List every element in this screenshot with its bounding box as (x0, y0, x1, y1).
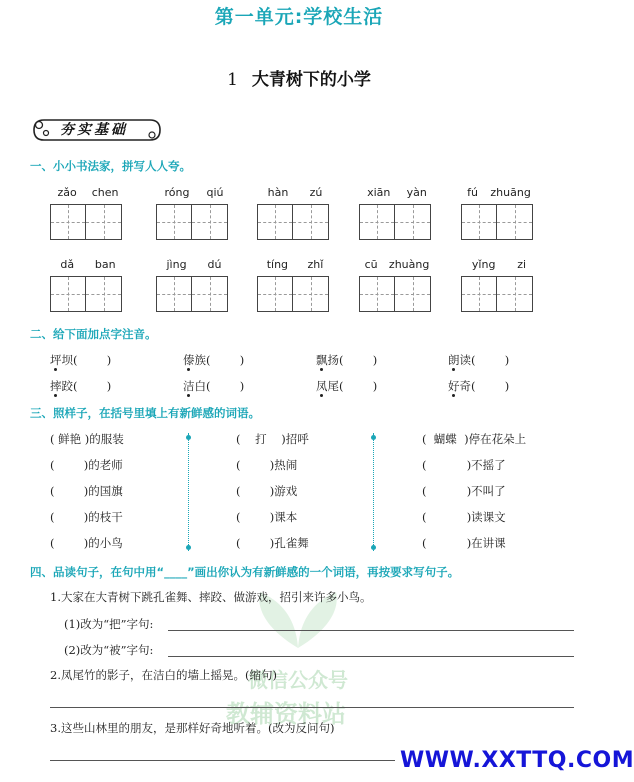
character: 族 (194, 353, 206, 367)
writing-boxes (359, 204, 435, 240)
character-box[interactable] (86, 204, 122, 240)
answer-line-1b[interactable] (168, 656, 574, 657)
answer-parentheses: ( ) (471, 353, 510, 367)
answer-parentheses: ( ) (206, 379, 245, 393)
phrase-blank[interactable]: ( )孔雀舞 (236, 536, 309, 550)
writing-boxes (156, 204, 232, 240)
character-box[interactable] (192, 204, 228, 240)
phrase-blank[interactable]: ( )的小鸟 (50, 536, 123, 550)
phrase-blank[interactable]: ( )的枝干 (50, 510, 123, 524)
dotted-character: 坪 (50, 353, 62, 367)
pinyin-syllable: fú (467, 186, 479, 199)
phrase-blank[interactable]: ( )课本 (236, 510, 298, 524)
pinyin-row (156, 258, 232, 274)
question-1b-label: (2)改为“被”字句: (64, 643, 154, 657)
writing-boxes (50, 276, 126, 312)
question-1a-label: (1)改为“把”字句: (64, 617, 154, 631)
character: 扬 (327, 353, 339, 367)
character-box[interactable] (50, 276, 86, 312)
section-1-title: 一、小小书法家，拼写人人夸。 (30, 159, 191, 173)
character-box[interactable] (359, 276, 395, 312)
site-watermark: WWW.XXTTQ.COM (400, 748, 634, 773)
pinyin-group (359, 258, 435, 312)
watermark-text-2: 教辅资料站 (226, 700, 346, 728)
column-divider (188, 433, 189, 551)
pinyin-syllable: xiān (367, 186, 391, 199)
character-box[interactable] (395, 276, 431, 312)
watermark-text-1: 微信公众号 (248, 668, 348, 692)
answer-parentheses: ( ) (206, 353, 245, 367)
answer-parentheses: ( ) (73, 379, 112, 393)
question-1: 1.大家在大青树下跳孔雀舞、摔跤、做游戏，招引来许多小鸟。 (50, 590, 372, 604)
phrase-blank[interactable]: ( )游戏 (236, 484, 298, 498)
pinyin-group (257, 258, 333, 312)
phonetic-item[interactable] (183, 378, 244, 394)
section-badge (32, 116, 162, 142)
phonetic-item[interactable] (183, 352, 244, 368)
phrase-blank[interactable]: ( )不叫了 (422, 484, 506, 498)
answer-line-3[interactable] (50, 760, 395, 761)
section-2-title: 二、给下面加点字注音。 (30, 327, 157, 341)
phonetic-item[interactable] (50, 378, 111, 394)
pinyin-syllable: róng (164, 186, 190, 199)
character-box[interactable] (86, 276, 122, 312)
writing-boxes (257, 204, 333, 240)
pinyin-syllable: zi (517, 258, 527, 271)
pinyin-group (156, 258, 232, 312)
pinyin-syllable: qiú (206, 186, 224, 199)
lesson-title-text: 大青树下的小学 (251, 70, 371, 90)
answer-line-1a[interactable] (168, 630, 574, 631)
section-4-title-pre: 四、品读句子，在句中用“ (30, 565, 165, 579)
pinyin-syllable: zhuàng (388, 258, 430, 271)
pinyin-syllable: hàn (267, 186, 289, 199)
pinyin-syllable: dú (207, 258, 222, 271)
character-box[interactable] (461, 276, 497, 312)
pinyin-row (461, 186, 537, 202)
answer-parentheses: ( ) (339, 353, 378, 367)
pinyin-syllable: chen (91, 186, 119, 199)
character-box[interactable] (156, 276, 192, 312)
pinyin-syllable: ban (94, 258, 116, 271)
answer-parentheses: ( ) (471, 379, 510, 393)
phonetic-item[interactable] (316, 352, 377, 368)
answer-line-2[interactable] (50, 707, 574, 708)
character: 白 (194, 379, 206, 393)
writing-boxes (257, 276, 333, 312)
phrase-blank[interactable]: ( )在讲课 (422, 536, 506, 550)
dotted-character: 摔 (50, 379, 62, 393)
unit-title: 第一单元:学校生活 (214, 6, 384, 28)
pinyin-group (257, 186, 333, 240)
pinyin-row (156, 186, 232, 202)
answer-parentheses: ( ) (73, 353, 112, 367)
character-box[interactable] (497, 276, 533, 312)
dotted-character: 朗 (448, 353, 460, 367)
phrase-blank[interactable]: ( )不摇了 (422, 458, 506, 472)
badge-label: 夯实基础 (60, 122, 128, 138)
question-3: 3.这些山林里的朋友，是那样好奇地听着。(改为反问句) (50, 721, 335, 735)
pinyin-syllable: zú (309, 186, 323, 199)
phonetic-item[interactable] (50, 352, 111, 368)
pinyin-row (257, 258, 333, 274)
character-box[interactable] (461, 204, 497, 240)
pinyin-group (461, 258, 537, 312)
pinyin-group (359, 186, 435, 240)
phrase-blank[interactable]: ( )的国旗 (50, 484, 123, 498)
pinyin-syllable: dǎ (60, 258, 75, 271)
character-box[interactable] (497, 204, 533, 240)
writing-boxes (461, 204, 537, 240)
pinyin-group (50, 186, 126, 240)
phonetic-item[interactable] (448, 378, 509, 394)
dotted-character: 飘 (316, 353, 328, 367)
character-box[interactable] (293, 276, 329, 312)
character-box[interactable] (293, 204, 329, 240)
pinyin-group (461, 186, 537, 240)
pinyin-row (257, 186, 333, 202)
pinyin-syllable: jìng (166, 258, 187, 271)
character-box[interactable] (156, 204, 192, 240)
pinyin-syllable: yàn (406, 186, 427, 199)
phrase-blank: ( 蝴蝶 )停在花朵上 (422, 432, 527, 446)
character-box[interactable] (50, 204, 86, 240)
pinyin-group (50, 258, 126, 312)
pinyin-row (50, 258, 126, 274)
pinyin-group (156, 186, 232, 240)
writing-boxes (156, 276, 232, 312)
pinyin-syllable: zhǐ (307, 258, 324, 271)
pinyin-row (359, 186, 435, 202)
lesson-number: 1 (227, 70, 238, 90)
pinyin-row (461, 258, 537, 274)
writing-boxes (50, 204, 126, 240)
phrase-blank: ( 打 )招呼 (236, 432, 309, 446)
character: 尾 (327, 379, 339, 393)
phonetic-item[interactable] (448, 352, 509, 368)
character-box[interactable] (395, 204, 431, 240)
character-box[interactable] (359, 204, 395, 240)
phrase-blank[interactable]: ( )的老师 (50, 458, 123, 472)
character: 奇 (459, 379, 471, 393)
section-4-title-blank: ____ (164, 565, 188, 579)
character: 跤 (61, 379, 73, 393)
writing-boxes (359, 276, 435, 312)
dotted-character: 凤 (316, 379, 328, 393)
dotted-character: 洁 (183, 379, 195, 393)
pinyin-syllable: zhuāng (490, 186, 531, 199)
section-3-title: 三、照样子，在括号里填上有新鲜感的词语。 (30, 406, 260, 420)
section-4-title-post: ”画出你认为有新鲜感的一个词语，再按要求写句子。 (187, 565, 460, 579)
phonetic-item[interactable] (316, 378, 377, 394)
writing-boxes (461, 276, 537, 312)
pinyin-row (359, 258, 435, 274)
phrase-blank[interactable]: ( )读课文 (422, 510, 506, 524)
dotted-character: 好 (448, 379, 460, 393)
answer-parentheses: ( ) (339, 379, 378, 393)
character-box[interactable] (192, 276, 228, 312)
column-divider (373, 433, 374, 551)
character-box[interactable] (257, 204, 293, 240)
character: 读 (459, 353, 471, 367)
character: 坝 (61, 353, 73, 367)
phrase-blank[interactable]: ( )热闹 (236, 458, 298, 472)
pinyin-syllable: tíng (266, 258, 289, 271)
character-box[interactable] (257, 276, 293, 312)
pinyin-syllable: cū (364, 258, 378, 271)
phrase-blank: ( 鲜艳 )的服装 (50, 432, 124, 446)
pinyin-syllable: zǎo (57, 186, 77, 199)
section-4-title (30, 564, 459, 580)
lesson-title (0, 65, 598, 90)
pinyin-row (50, 186, 126, 202)
dotted-character: 傣 (183, 353, 195, 367)
question-2: 2.凤尾竹的影子，在洁白的墙上摇晃。(缩句) (50, 668, 277, 682)
pinyin-syllable: yǐng (471, 258, 496, 271)
